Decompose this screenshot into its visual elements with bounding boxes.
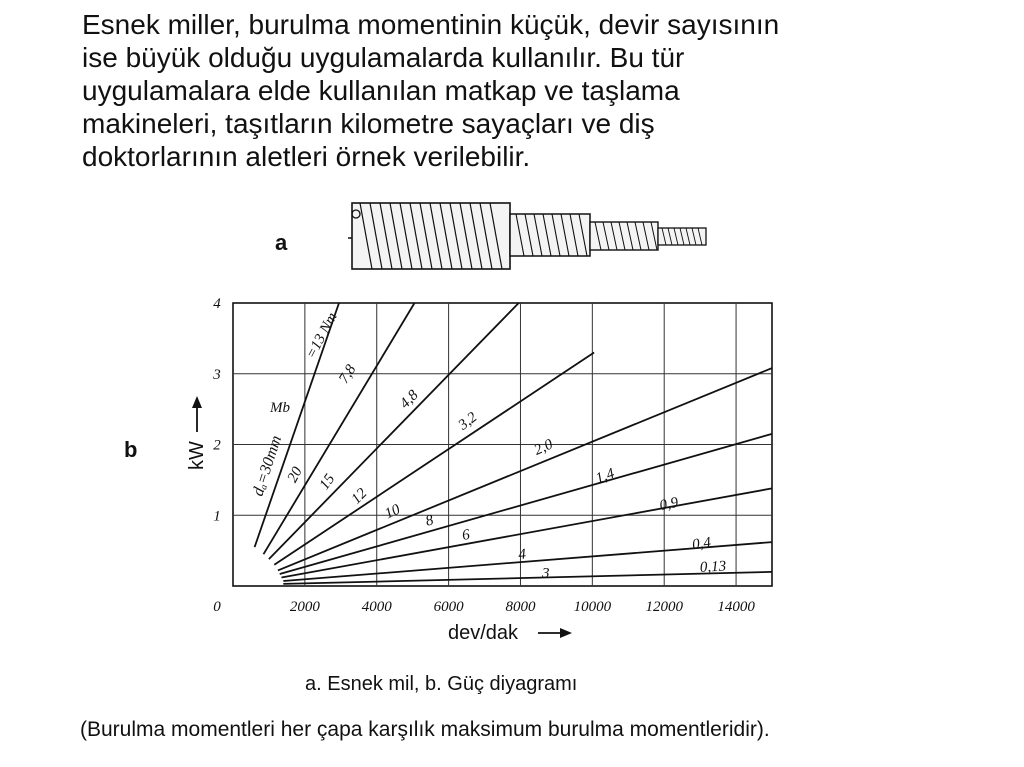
series-line bbox=[274, 353, 594, 565]
intro-line: makineleri, taşıtların kilometre sayaçları ve diş bbox=[82, 108, 655, 139]
y-tick-label: 0 bbox=[213, 599, 221, 615]
data-label: 3 bbox=[542, 565, 550, 582]
data-label: 20 bbox=[284, 464, 306, 486]
series-line bbox=[269, 303, 519, 559]
footnote: (Burulma momentleri her çapa karşılık maksimum burulma momentleridir). bbox=[80, 718, 770, 741]
series-line bbox=[280, 434, 772, 574]
moment-label: Mb bbox=[270, 400, 290, 416]
data-label: 1,4 bbox=[593, 465, 617, 488]
data-label: 0,4 bbox=[691, 534, 713, 554]
y-tick-label: 2 bbox=[213, 437, 221, 454]
figure-a-label: a bbox=[275, 230, 288, 255]
intro-line: Esnek miller, burulma momentinin küçük, devir sayısının bbox=[82, 9, 780, 40]
x-tick-label: 12000 bbox=[645, 599, 683, 615]
x-tick-label: 14000 bbox=[717, 599, 755, 615]
data-label: 4 bbox=[517, 546, 527, 564]
data-label: =13 Nm bbox=[303, 310, 341, 362]
intro-line: doktorlarının aletleri örnek verilebilir. bbox=[82, 141, 531, 172]
data-label: 0,13 bbox=[699, 558, 727, 576]
flexible-shaft-illustration bbox=[348, 203, 706, 269]
data-label: 0,9 bbox=[658, 494, 680, 515]
data-label: 2,0 bbox=[531, 436, 556, 459]
x-tick-label: 6000 bbox=[433, 599, 464, 615]
data-label: 6 bbox=[460, 526, 472, 544]
data-label: 10 bbox=[382, 501, 403, 523]
data-label: 8 bbox=[423, 512, 436, 530]
diameter-label: dₐ=30mm bbox=[249, 433, 286, 499]
series-line bbox=[283, 572, 772, 584]
y-axis-arrow bbox=[192, 396, 202, 432]
data-label: 4,8 bbox=[397, 387, 422, 412]
intro-line: uygulamalara elde kullanılan matkap ve taşlama bbox=[82, 75, 680, 106]
x-tick-label: 8000 bbox=[505, 599, 536, 615]
data-label: 7,8 bbox=[336, 362, 360, 387]
x-tick-label: 10000 bbox=[573, 599, 612, 615]
x-axis-label: dev/dak bbox=[448, 622, 519, 644]
y-tick-label: 1 bbox=[213, 508, 221, 525]
power-diagram bbox=[186, 296, 772, 644]
ticks-layer bbox=[212, 296, 755, 615]
x-tick-label: 4000 bbox=[361, 599, 392, 615]
figure-b-label: b bbox=[124, 437, 138, 462]
data-label: 12 bbox=[348, 485, 371, 508]
data-label: 3,2 bbox=[455, 409, 481, 434]
x-axis-arrow bbox=[538, 628, 572, 638]
y-tick-label: 3 bbox=[213, 366, 221, 383]
y-tick-label: 4 bbox=[213, 296, 221, 312]
intro-line: ise büyük olduğu uygulamalarda kullanılır. Bu tür bbox=[82, 42, 685, 73]
x-tick-label: 2000 bbox=[289, 599, 320, 615]
y-axis-label: kW bbox=[186, 441, 208, 470]
figure-caption: a. Esnek mil, b. Güç diyagramı bbox=[305, 673, 578, 695]
data-label: 15 bbox=[316, 471, 339, 493]
